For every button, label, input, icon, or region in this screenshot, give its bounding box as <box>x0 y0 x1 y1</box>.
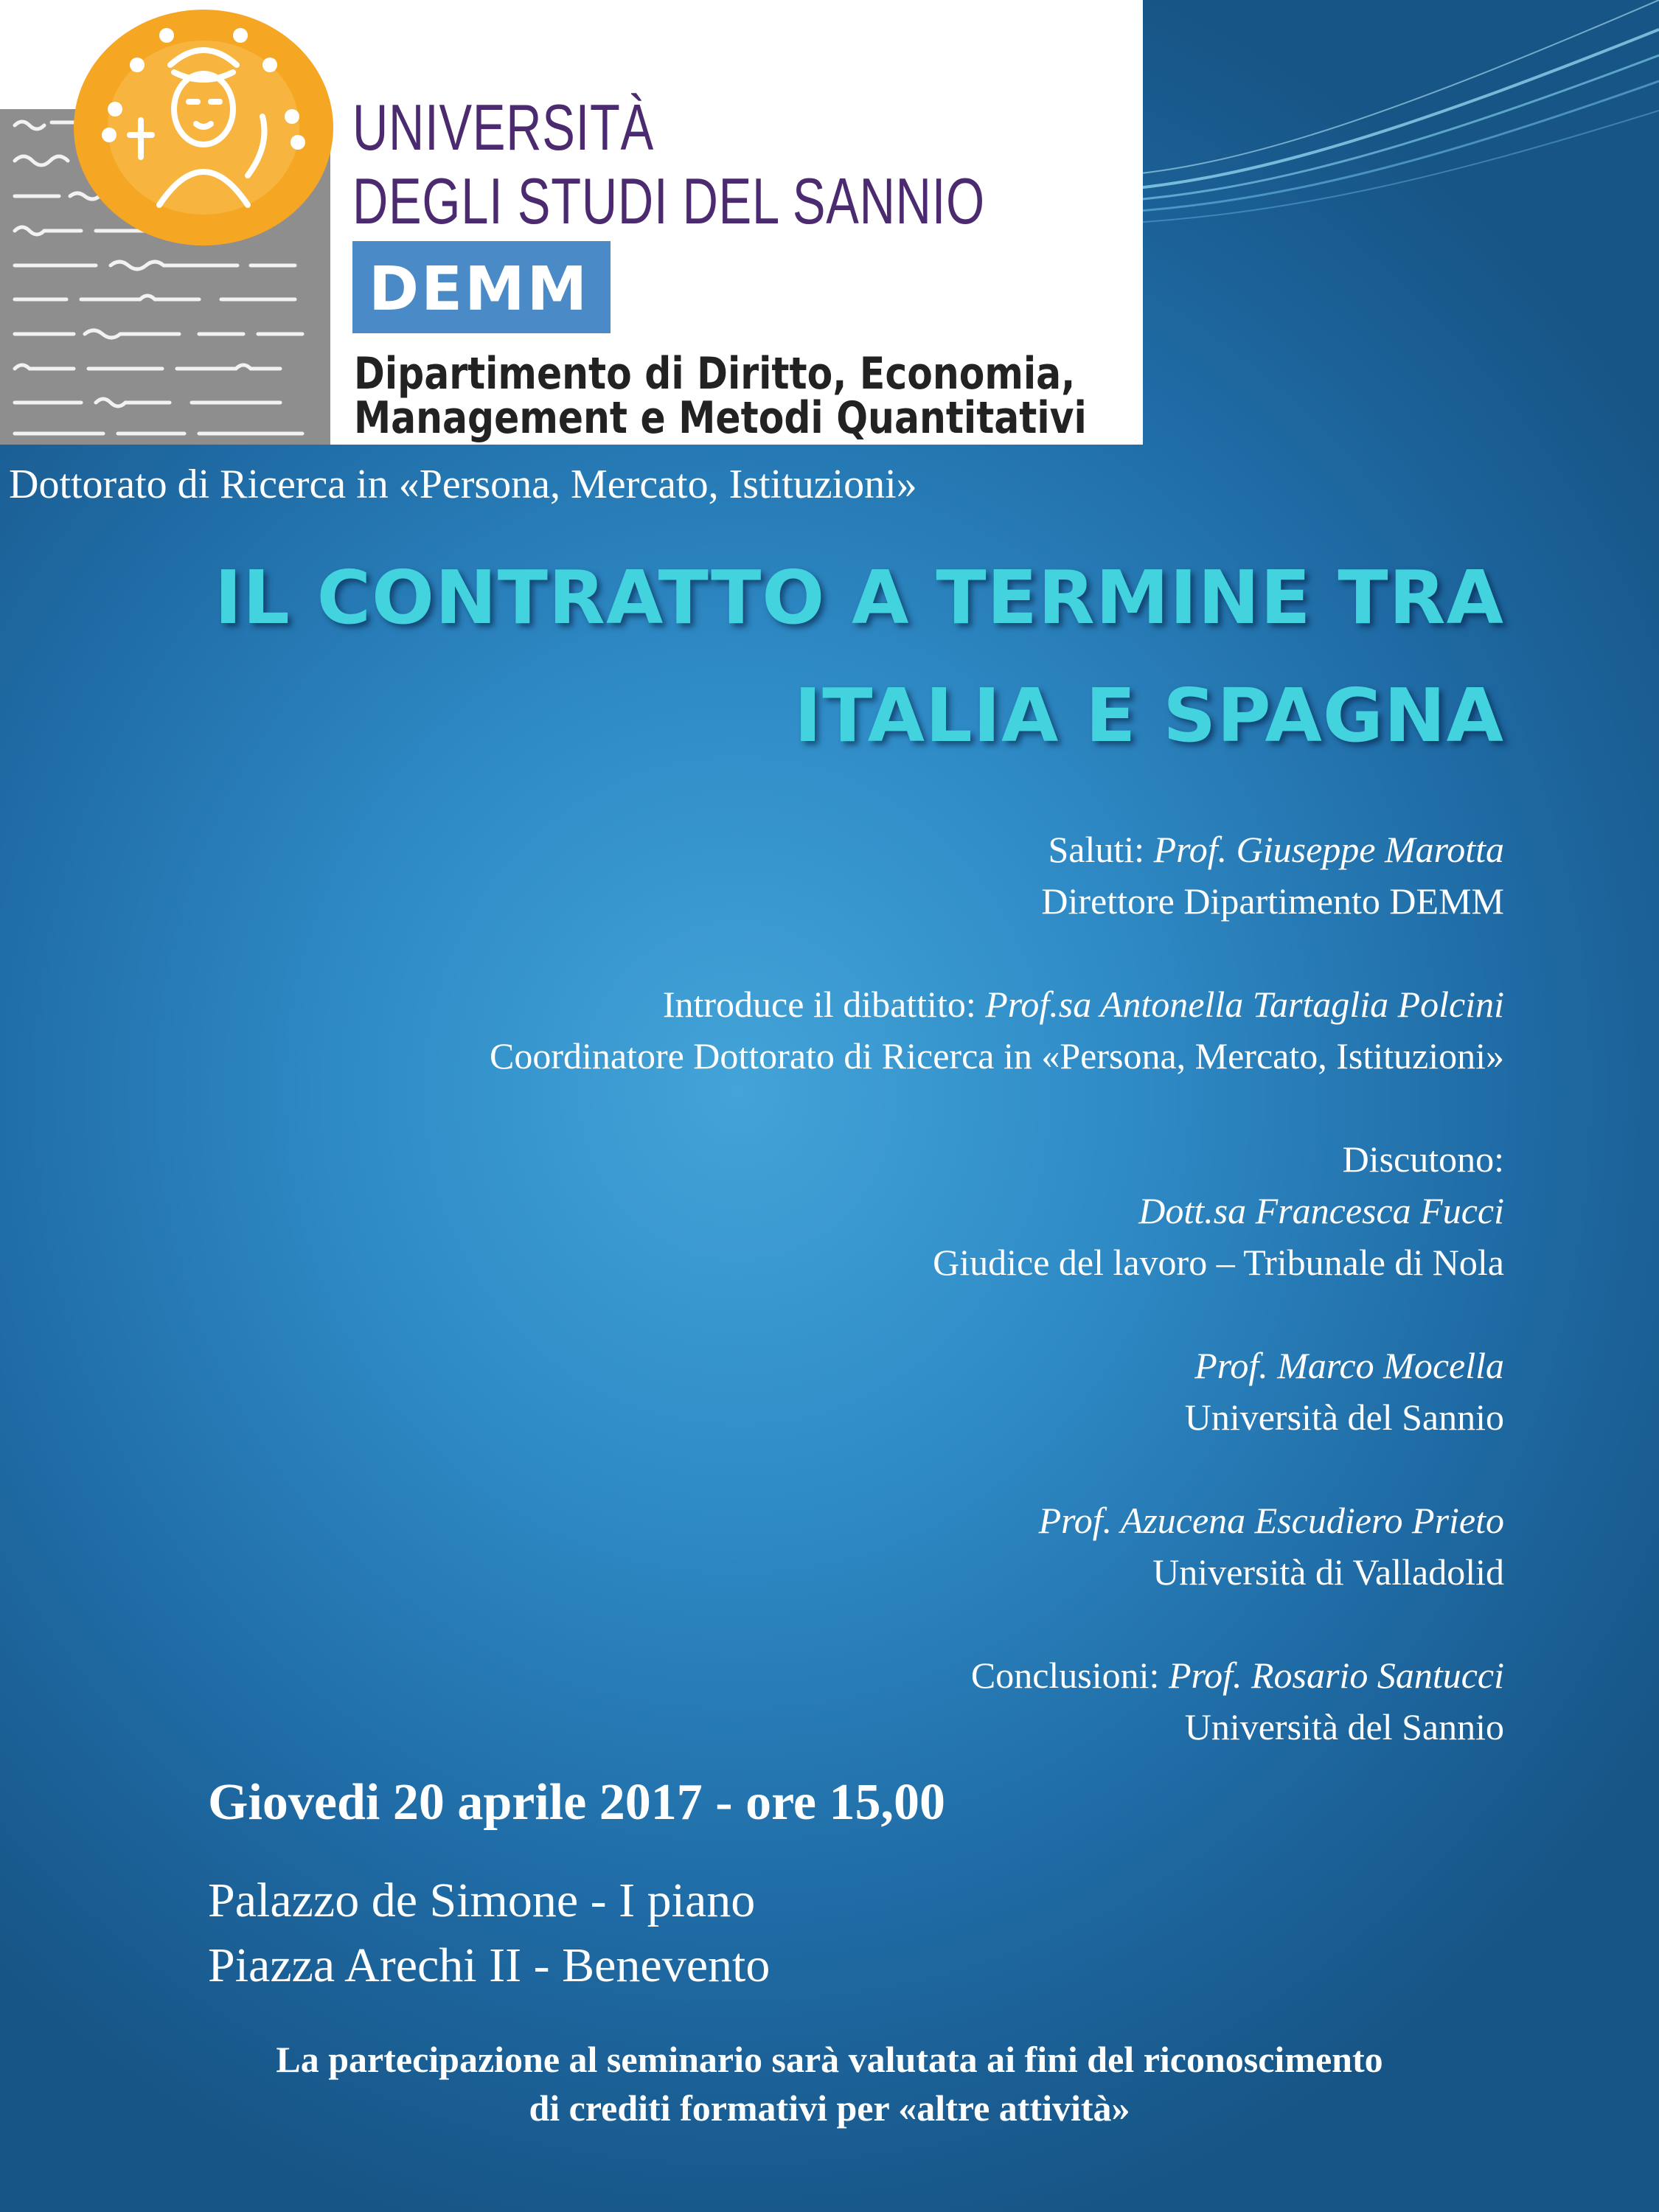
doctoral-program: Dottorato di Ricerca in «Persona, Mercato, Istituzioni» <box>9 462 917 507</box>
speakers-list <box>103 824 1504 1753</box>
department-name-line2: Management e Metodi Quantitativi <box>354 392 1087 444</box>
discutono-label: Discutono: <box>1342 1138 1504 1180</box>
panelist-name: Dott.sa Francesca Fucci <box>1138 1190 1504 1231</box>
intro-line <box>103 978 1504 1030</box>
intro-role: Coordinatore Dottorato di Ricerca in «Persona, Mercato, Istituzioni» <box>489 1035 1504 1077</box>
event-venue-line1: Palazzo de Simone - I piano <box>208 1874 756 1927</box>
intro-label: Introduce il dibattito: <box>662 984 986 1025</box>
conclusioni-label: Conclusioni: <box>970 1655 1169 1696</box>
saluti-label: Saluti: <box>1048 829 1154 870</box>
intro-speaker: Prof.sa Antonella Tartaglia Polcini <box>985 984 1504 1025</box>
conclusioni-speaker: Prof. Rosario Santucci <box>1168 1655 1504 1696</box>
conclusioni-role: Università del Sannio <box>1184 1706 1504 1747</box>
university-logo-header <box>0 0 1143 445</box>
panelist-role: Università del Sannio <box>1184 1397 1504 1438</box>
event-title-line2: ITALIA E SPAGNA <box>794 672 1504 759</box>
university-name-line1: UNIVERSITÀ <box>352 91 654 164</box>
event-venue-line2: Piazza Arechi II - Benevento <box>208 1938 771 1992</box>
panelist-role: Università di Valladolid <box>1152 1551 1504 1593</box>
conclusioni-line <box>103 1649 1504 1701</box>
saluti-speaker: Prof. Giuseppe Marotta <box>1153 829 1504 870</box>
credits-note-line1: La partecipazione al seminario sarà valutata ai fini del riconoscimento <box>276 2039 1383 2080</box>
credits-note-line2: di crediti formativi per «altre attività» <box>529 2087 1130 2129</box>
university-name-line2: DEGLI STUDI DEL SANNIO <box>352 164 985 237</box>
demm-badge <box>352 241 611 333</box>
university-seal-icon <box>71 6 336 249</box>
saluti-role: Direttore Dipartimento DEMM <box>1041 880 1504 922</box>
event-title-line1: IL CONTRATTO A TERMINE TRA <box>214 554 1504 641</box>
panelist-name: Prof. Azucena Escudiero Prieto <box>1038 1500 1504 1541</box>
demm-label: DEMM <box>369 254 590 324</box>
decorative-waves <box>1091 0 1659 243</box>
saluti-line <box>103 824 1504 875</box>
panelist-role: Giudice del lavoro – Tribunale di Nola <box>933 1242 1504 1283</box>
department-name-line1: Dipartimento di Diritto, Economia, <box>354 348 1076 400</box>
event-date: Giovedi 20 aprile 2017 - ore 15,00 <box>208 1774 945 1831</box>
panelist-name: Prof. Marco Mocella <box>1194 1345 1504 1386</box>
